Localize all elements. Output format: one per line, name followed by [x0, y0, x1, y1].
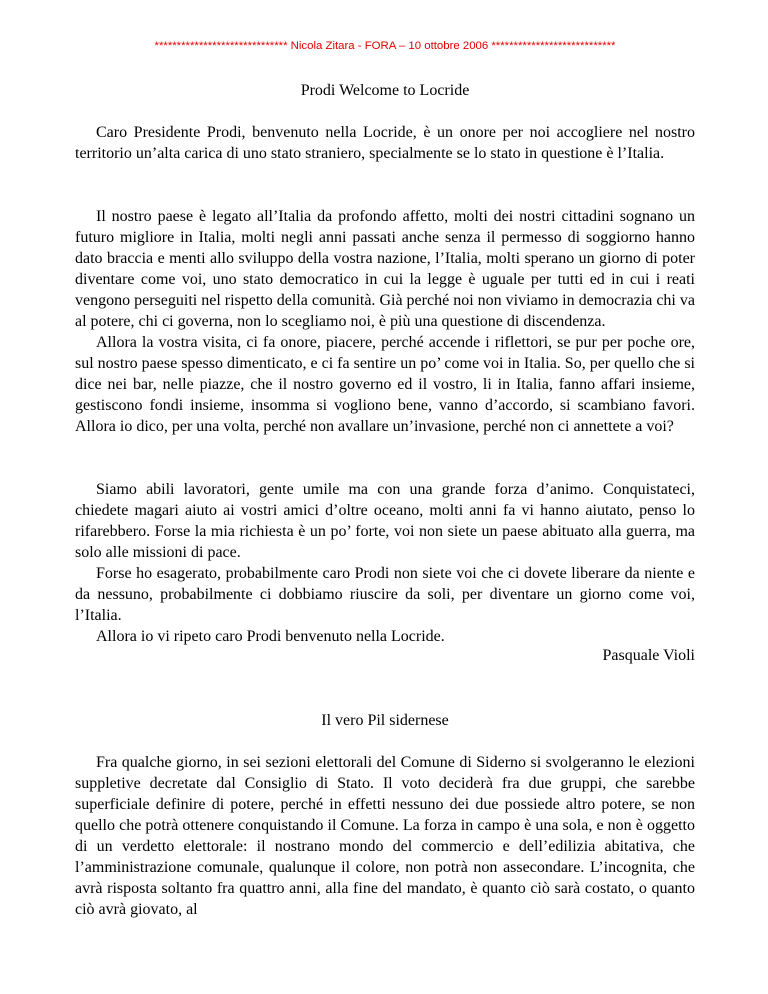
article-paragraph: Caro Presidente Prodi, benvenuto nella Locride, è un onore per noi accogliere nel nostro territorio un’alta carica di uno stato straniero, specialmente se lo stato in questione è l’Italia. [75, 124, 695, 162]
article-title: Prodi Welcome to Locride [300, 82, 470, 99]
article-paragraph: Allora io vi ripeto caro Prodi benvenuto nella Locride. [96, 628, 445, 645]
article-paragraph: Il nostro paese è legato all’Italia da profondo affetto, molti dei nostri cittadini sognano un futuro migliore in Italia, molti negli anni passati anche senza il permesso di soggiorno hanno dato braccia e menti allo sviluppo della vostra nazione, l’Italia, molti sperano un giorno di poter diventare come voi, uno stato democratico in cui la legge è uguale per tutti ed in cui i reati vengono perseguiti nel rispetto della comunità. Già perché noi non viviamo in democrazia chi va al potere, chi ci governa, non lo scegliamo noi, è più una questione di discendenza. [75, 208, 695, 330]
article-signature: Pasquale Violi [602, 647, 695, 664]
article-paragraph: Allora la vostra visita, ci fa onore, piacere, perché accende i riflettori, se pur per poche ore, sul nostro paese spesso dimenticato, e ci fa sentire un po’ come voi in Italia. So, per quello che si dice nei bar, nelle piazze, che il nostro governo ed il vostro, li in Italia, fanno affari insieme, gestiscono fondi insieme, insomma si vogliono bene, vanno d’accordo, si scambiano favori. Allora io dico, per una volta, perché non avallare un’invasione, perché non ci annettete a voi? [75, 334, 695, 435]
article-paragraph: Siamo abili lavoratori, gente umile ma con una grande forza d’animo. Conquistateci, chiedete magari aiuto ai vostri amici d’oltre oceano, molti anni fa vi hanno aiutato, penso lo rifarebbero. Forse la mia richiesta è un po’ forte, voi non siete un paese abituato alla guerra, ma solo alle missioni di pace. [75, 481, 695, 561]
article-paragraph: Fra qualche giorno, in sei sezioni elettorali del Comune di Siderno si svolgeranno le elezioni suppletive decretate dal Consiglio di Stato. Il voto deciderà fra due gruppi, che sarebbe superficiale definire di potere, perché in effetti nessuno dei due possiede altro potere, se non quello che potrà ottenere conquistando il Comune. La forza in campo è una sola, e non è oggetto di un verdetto elettorale: il nostrano mondo del commercio e dell’edilizia abitativa, che l’amministrazione comunale, qualunque il colore, non potrà non assecondare. L’incognita, che avrà risposta soltanto fra quattro anni, alla fine del mandato, è quanto ciò sarà costato, o quanto ciò avrà giovato, al [75, 754, 695, 918]
article-paragraph: Forse ho esagerato, probabilmente caro Prodi non siete voi che ci dovete liberare da niente e da nessuno, probabilmente ci dobbiamo riuscire da soli, per diventare un giorno come voi, l’Italia. [75, 565, 695, 624]
page-header: ****************************** Nicola Zitara - FORA – 10 ottobre 2006 **************************** [154, 40, 616, 52]
article-title: Il vero Pil sidernese [321, 712, 449, 729]
